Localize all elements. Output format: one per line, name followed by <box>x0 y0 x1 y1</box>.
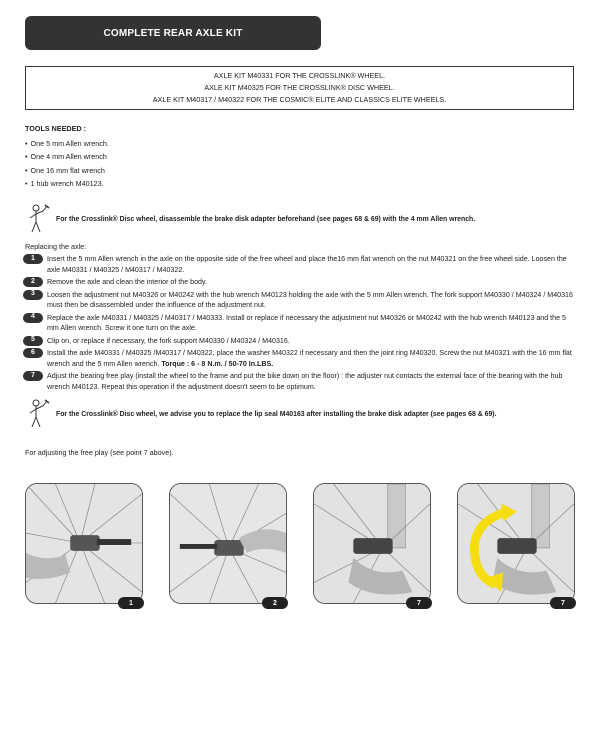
tool-item: • One 5 mm Allen wrench. <box>25 137 109 150</box>
adjust-note: For adjusting the free play (see point 7 above). <box>25 448 174 457</box>
kit-line: AXLE KIT M40331 FOR THE CROSSLINK® WHEEL. <box>213 71 386 80</box>
step-text: Adjust the bearing free play (install the wheel to the frame and put the bike down on the floor) : the adjuster nut contacts the external face of the bearing with the hub wrench M40123. Repeat this operation if the adjustment doesn't seem to be optimum. <box>47 372 563 391</box>
step-text: Clip on, or replace if necessary, the fork support M40330 / M40324 / M40316. <box>47 336 290 345</box>
replacing-label: Replacing the axle: <box>25 242 87 251</box>
photo-step-badge: 2 <box>262 597 288 609</box>
step-number-badge: 7 <box>23 371 43 381</box>
step-item <box>23 336 578 347</box>
kit-line: AXLE KIT M40325 FOR THE CROSSLINK® DISC WHEEL. <box>204 83 395 92</box>
page-title-bar <box>25 16 321 50</box>
wheel-hub-photo-icon <box>170 484 286 603</box>
photo-wheel-step-7b <box>457 483 575 604</box>
tool-item: • 1 hub wrench M40123. <box>25 177 109 190</box>
step-text: Loosen the adjustment nut M40326 or M40242 with the hub wrench M40123 holding the axle with the 5 mm Allen wrench. The fork support M40330 / M40324 / M40316 must then be disassembled under the influence of the adjustment nut. <box>47 290 573 309</box>
photo-wheel-step-7a <box>313 483 431 604</box>
step-text: Replace the axle M40331 / M40325 / M40317 / M40333. Install or replace if necessary the adjustment nut M40326 or M40242 with the hub wrench M40123 and the 5 mm Allen wrench. Screw it one turn on the axle. <box>47 313 566 332</box>
steps-list <box>23 254 578 394</box>
tools-title: TOOLS NEEDED : <box>25 124 86 133</box>
photo-step-badge: 7 <box>550 597 576 609</box>
mechanic-figure-icon <box>28 398 50 430</box>
step-item <box>23 348 578 369</box>
step-number-badge: 5 <box>23 336 43 346</box>
note-disc-wheel-lip-seal <box>28 398 497 430</box>
step-number-badge: 2 <box>23 277 43 287</box>
step-item <box>23 277 578 288</box>
step-item <box>23 254 578 275</box>
step-item <box>23 290 578 311</box>
kit-list-box <box>25 66 574 110</box>
step-text: Remove the axle and clean the interior of the body. <box>47 278 207 286</box>
step-number-badge: 6 <box>23 348 43 358</box>
note-disc-wheel-disassemble <box>28 203 475 235</box>
photo-step-badge: 7 <box>406 597 432 609</box>
note-text: For the Crosslink® Disc wheel, we advise you to replace the lip seal M40163 after installing the brake disk adapter (see pages 68 & 69). <box>56 410 497 418</box>
step-text <box>47 348 578 369</box>
tools-list <box>25 137 109 191</box>
step-item <box>23 371 578 392</box>
wheel-hub-photo-icon <box>26 484 142 603</box>
step-text-main: Install the axle M40331 / M40325 /M40317 / M40322, place the washer M40322 if necessary and then the joint ring M40320. Screw the nut M40321 with the 16 mm flat wrench and the 5 mm Allen wrench. <box>47 349 572 368</box>
photo-wheel-step-2 <box>169 483 287 604</box>
wheel-hub-photo-icon <box>314 484 430 603</box>
tool-item: • One 4 mm Allen wrench <box>25 150 109 163</box>
photo-wheel-step-1 <box>25 483 143 604</box>
step-number-badge: 4 <box>23 313 43 323</box>
wheel-hub-photo-icon <box>458 484 574 603</box>
step-number-badge: 3 <box>23 290 43 300</box>
step-number-badge: 1 <box>23 254 43 264</box>
mechanic-figure-icon <box>28 203 50 235</box>
note-text: For the Crosslink® Disc wheel, disassemble the brake disk adapter beforehand (see pages 68 & 69) with the 4 mm Allen wrench. <box>56 215 476 223</box>
tool-item: • One 16 mm flat wrench <box>25 164 109 177</box>
step-item <box>23 313 578 334</box>
torque-spec: Torque : 6 - 8 N.m. / 50-70 In.LBS. <box>161 359 274 368</box>
page-title: COMPLETE REAR AXLE KIT <box>103 27 243 39</box>
step-text: Insert the 5 mm Allen wrench in the axle on the opposite side of the free wheel and place the16 mm flat wrench on the nut M40321 on the free wheel side. Loosen the axle M40331 / M40325 / M40317 / M40322. <box>47 255 567 274</box>
kit-line: AXLE KIT M40317 / M40322 FOR THE COSMIC® ELITE AND CLASSICS ELITE WHEELS. <box>152 95 447 104</box>
photo-step-badge: 1 <box>118 597 144 609</box>
